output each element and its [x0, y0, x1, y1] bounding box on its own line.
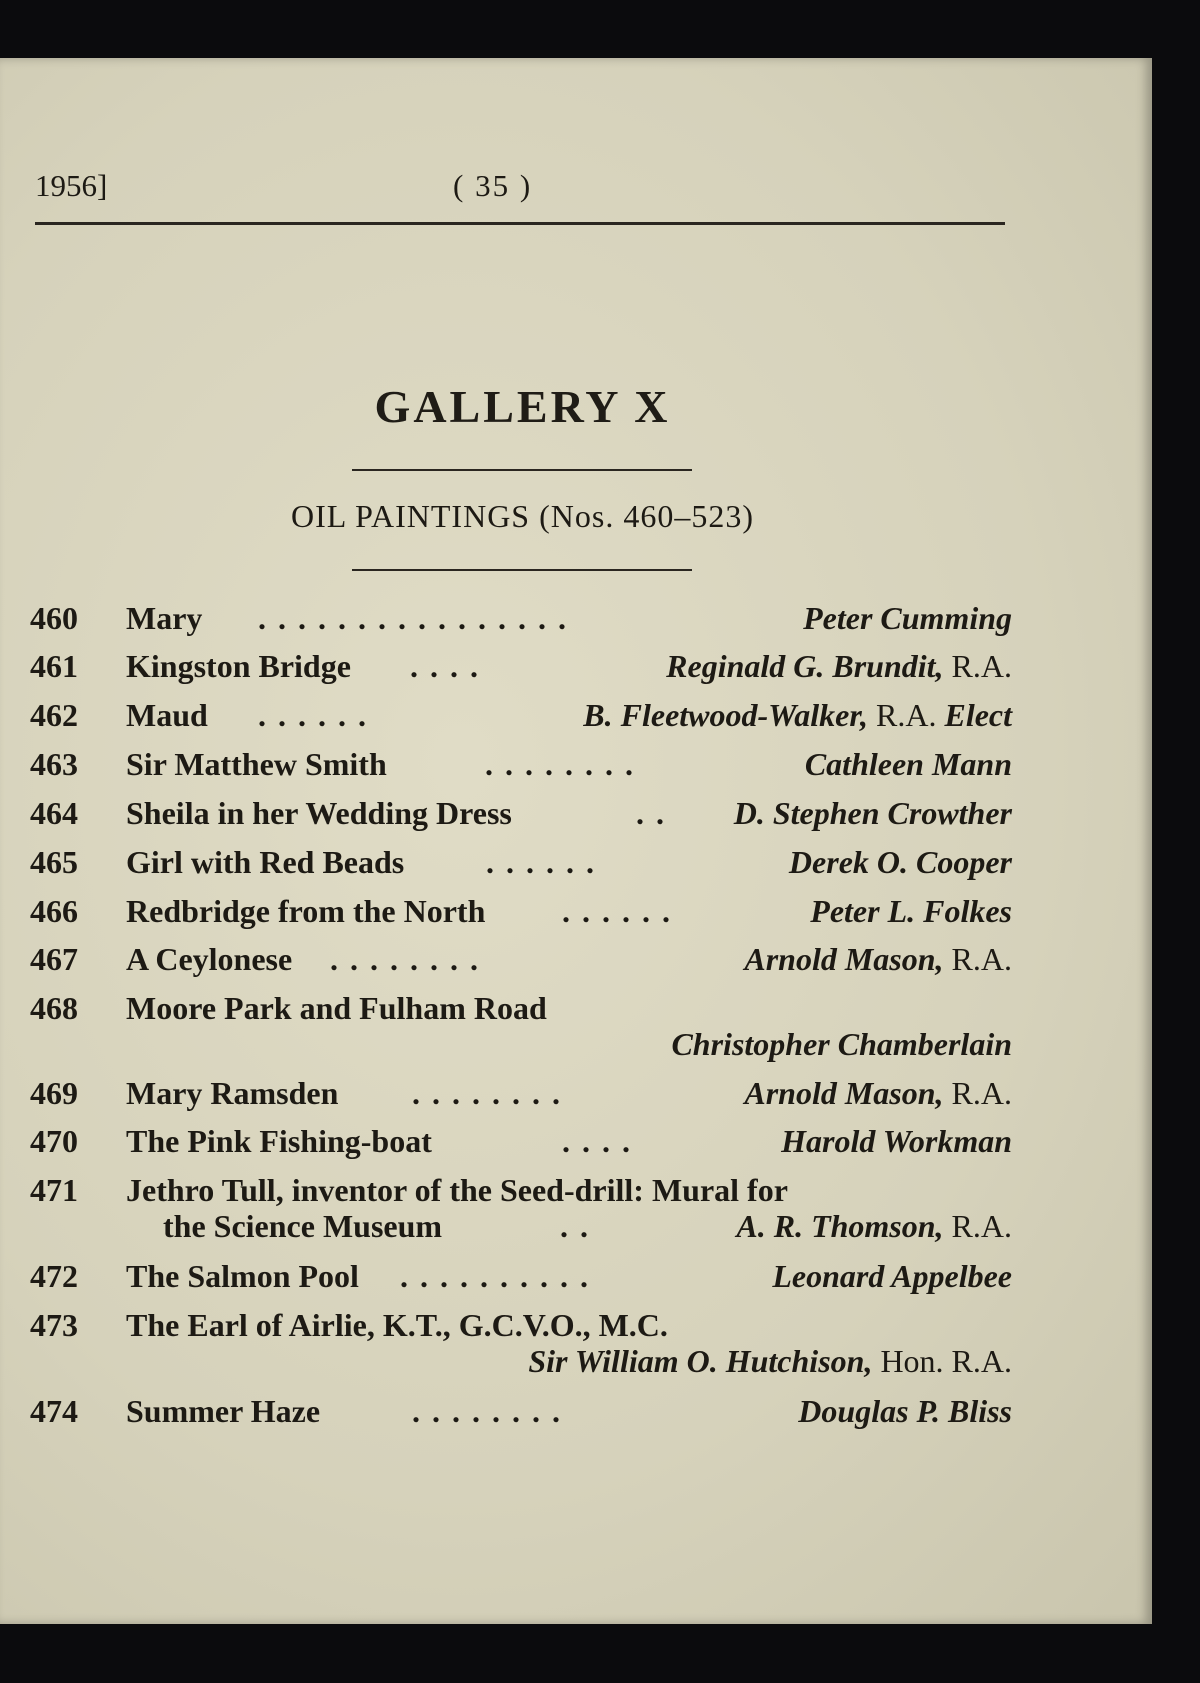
title-rule	[352, 469, 692, 471]
year-marker: 1956]	[35, 168, 108, 203]
entry-title-line2: the Science Museum	[163, 1208, 443, 1244]
entry-title: Redbridge from the North	[126, 893, 486, 929]
catalogue-page	[0, 58, 1152, 1624]
entry-title: The Earl of Airlie, K.T., G.C.V.O., M.C.	[126, 1307, 668, 1343]
page-header	[35, 168, 1005, 218]
section-rule	[352, 569, 692, 571]
entry-title: The Salmon Pool	[126, 1258, 359, 1294]
artist-suffix-elect: Elect	[944, 697, 1012, 733]
entry-artist	[781, 1123, 1012, 1160]
entry-artist	[744, 1075, 1012, 1112]
entry-number: 460	[30, 600, 78, 636]
artist-suffix: R.A.	[951, 1208, 1012, 1244]
leader-dots: . .	[560, 1208, 590, 1244]
entry-title: Sheila in her Wedding Dress	[126, 795, 512, 831]
artist-name: Harold Workman	[781, 1123, 1012, 1159]
entry-artist	[798, 1393, 1012, 1430]
entry-artist	[744, 941, 1012, 978]
artist-name: Leonard Appelbee	[772, 1258, 1012, 1294]
entry-title: Moore Park and Fulham Road	[126, 990, 547, 1026]
entry-number: 469	[30, 1075, 78, 1111]
entry-number: 466	[30, 893, 78, 929]
entry-number: 462	[30, 697, 78, 733]
artist-name: Cathleen Mann	[804, 746, 1012, 782]
entry-artist	[805, 746, 1012, 783]
entry-number: 471	[30, 1172, 78, 1208]
entry-title: Jethro Tull, inventor of the Seed-drill: Mural for	[126, 1172, 788, 1208]
artist-suffix: R.A.	[951, 941, 1012, 977]
entry-number: 465	[30, 844, 78, 880]
entry-number: 468	[30, 990, 78, 1026]
artist-name: Arnold Mason,	[744, 941, 944, 977]
entry-title: Maud	[126, 697, 208, 733]
entry-title: Summer Haze	[126, 1393, 321, 1429]
page-number: ( 35 )	[453, 168, 533, 203]
artist-name: Christopher Chamberlain	[671, 1026, 1012, 1062]
entry-title: Girl with Red Beads	[126, 844, 405, 880]
artist-suffix: R.A.	[951, 648, 1012, 684]
entry-number: 463	[30, 746, 78, 782]
artist-name: Douglas P. Bliss	[798, 1393, 1012, 1429]
entry-number: 473	[30, 1307, 78, 1343]
entry-number: 474	[30, 1393, 78, 1429]
artist-name: Peter Cumming	[803, 600, 1012, 636]
artist-name: B. Fleetwood-Walker,	[583, 697, 869, 733]
entry-artist	[666, 648, 1012, 685]
artist-name: Reginald G. Brundit,	[666, 648, 944, 684]
artist-name: Sir William O. Hutchison,	[528, 1343, 873, 1379]
leader-dots: . . . . . . . .	[485, 746, 635, 782]
leader-dots: . . . . . .	[562, 893, 672, 929]
entry-artist	[734, 795, 1012, 832]
entry-title: Mary	[126, 600, 203, 636]
leader-dots: . . . .	[410, 648, 480, 684]
leader-dots: . . . . . . . .	[412, 1393, 562, 1429]
entry-artist	[803, 600, 1012, 637]
entry-artist	[528, 1343, 1012, 1380]
leader-dots: . . . . . .	[258, 697, 368, 733]
section-title: OIL PAINTINGS (Nos. 460–523)	[291, 498, 754, 534]
entry-title: Sir Matthew Smith	[126, 746, 387, 782]
gallery-title: GALLERY X	[374, 381, 671, 432]
entry-artist	[583, 697, 1012, 734]
leader-dots: . . . . . . . . . . . . . . . .	[258, 600, 568, 636]
entry-number: 470	[30, 1123, 78, 1159]
entry-number: 472	[30, 1258, 78, 1294]
leader-dots: . . . . . .	[486, 844, 596, 880]
entry-artist	[772, 1258, 1012, 1295]
entry-title: A Ceylonese	[126, 941, 293, 977]
leader-dots: . . . . . . . .	[330, 941, 480, 977]
artist-name: D. Stephen Crowther	[733, 795, 1012, 831]
entry-number: 467	[30, 941, 78, 977]
entry-number: 464	[30, 795, 78, 831]
artist-name: Derek O. Cooper	[788, 844, 1012, 880]
entry-number: 461	[30, 648, 78, 684]
header-rule	[35, 222, 1005, 225]
entry-title: The Pink Fishing-boat	[126, 1123, 432, 1159]
artist-name: Arnold Mason,	[744, 1075, 944, 1111]
entry-artist	[789, 844, 1012, 881]
leader-dots: . . . . . . . . . .	[400, 1258, 590, 1294]
entry-title: Mary Ramsden	[126, 1075, 339, 1111]
leader-dots: . . . .	[562, 1123, 632, 1159]
entry-artist	[810, 893, 1012, 930]
entry-artist	[736, 1208, 1012, 1245]
artist-suffix: R.A.	[876, 697, 937, 733]
leader-dots: . .	[636, 795, 666, 831]
entry-title: Kingston Bridge	[126, 648, 351, 684]
artist-name: A. R. Thomson,	[736, 1208, 944, 1244]
artist-name: Peter L. Folkes	[810, 893, 1012, 929]
leader-dots: . . . . . . . .	[412, 1075, 562, 1111]
artist-suffix: R.A.	[951, 1075, 1012, 1111]
artist-suffix: Hon. R.A.	[880, 1343, 1012, 1379]
entry-artist	[671, 1026, 1012, 1063]
